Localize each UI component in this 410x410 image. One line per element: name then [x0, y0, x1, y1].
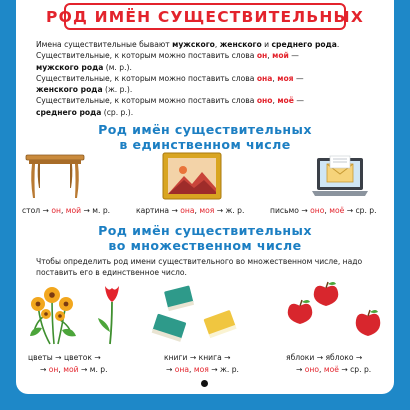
term-feminine: женского	[219, 40, 262, 49]
arrow: →	[314, 353, 326, 362]
plural-item-tsvety-gender	[40, 365, 108, 374]
pronoun: моя	[193, 365, 209, 374]
abbr-masculine: (м. р.).	[103, 62, 132, 72]
pronoun: мой	[63, 365, 79, 374]
term-masculine: мужского	[172, 40, 215, 49]
intro-text-part: —	[293, 73, 304, 83]
pronoun: он	[51, 206, 61, 215]
arrow: →	[169, 206, 181, 215]
intro-paragraph-3	[36, 73, 388, 96]
singular-word: яблоко	[325, 353, 354, 362]
pronoun: она	[174, 365, 190, 374]
plural-item-tsvety	[28, 353, 101, 362]
separator: ,	[60, 206, 66, 215]
intro-text-part: Существительные, к которым можно поставить слова	[36, 51, 257, 61]
arrow: →	[91, 353, 101, 362]
plural-title-line-2: во множественном числе	[108, 237, 302, 253]
gender: м. р.	[89, 365, 108, 374]
arrow: →	[298, 206, 311, 215]
singular-item-stol	[22, 206, 110, 215]
word: письмо	[270, 206, 299, 215]
page-indicator-dot	[201, 380, 208, 387]
intro-paragraph-4	[36, 95, 388, 118]
arrow: →	[81, 206, 93, 215]
intro-text-part: —	[288, 51, 299, 61]
intro-text-part: ,	[272, 96, 278, 106]
gender: ж. р.	[225, 206, 245, 215]
pronoun-ona: она	[256, 73, 273, 83]
singular-item-pismo	[270, 206, 377, 215]
abbr-feminine: (ж. р.).	[102, 85, 133, 95]
abbr-neuter: (ср. р.).	[101, 107, 134, 117]
arrow: →	[166, 365, 175, 374]
intro-paragraph-1	[36, 39, 388, 50]
intro-text-part: ,	[272, 73, 278, 83]
separator: ,	[58, 365, 64, 374]
plural-item-yabloki-gender	[296, 365, 371, 374]
arrow: →	[344, 206, 356, 215]
singular-title-line-1: Род имён существительных	[98, 122, 312, 137]
arrow: →	[214, 206, 226, 215]
table-icon	[24, 152, 86, 200]
pronoun: мой	[65, 206, 82, 215]
separator: ,	[194, 206, 200, 215]
intro-text	[36, 39, 388, 118]
singular-word: цветок	[63, 353, 92, 362]
arrow: →	[187, 353, 199, 362]
arrow: →	[353, 353, 363, 362]
gender: м. р.	[92, 206, 111, 215]
intro-text-part: Существительные, к которым можно поставить слова	[36, 73, 257, 83]
term-neuter: среднего рода	[271, 40, 337, 49]
pronoun: оно	[304, 365, 320, 374]
pronoun-ono: оно	[256, 96, 273, 106]
pronoun-moy: мой	[272, 51, 289, 61]
singular-item-kartina	[136, 206, 244, 215]
intro-text-part: —	[293, 96, 304, 106]
gender: ж. р.	[220, 365, 239, 374]
intro-text-part: ,	[267, 51, 273, 61]
plural-description: Чтобы определить род имени существительного во множественном числе, надо поставить его в единственное число.	[36, 257, 363, 277]
arrow: →	[208, 365, 221, 374]
intro-text-part: Существительные, к которым можно поставить слова	[36, 96, 257, 106]
page-title	[46, 3, 364, 30]
gender: ср. р.	[355, 206, 377, 215]
laptop-letter-icon	[308, 152, 372, 200]
term-neuter-gender: среднего рода	[36, 107, 102, 117]
pronoun: он	[48, 365, 59, 374]
arrow: →	[40, 206, 52, 215]
plural-word: книги	[164, 353, 188, 362]
separator: ,	[189, 365, 194, 374]
apples-icon	[268, 280, 388, 346]
pronoun: моя	[199, 206, 215, 215]
word: стол	[22, 206, 41, 215]
pronoun: моё	[323, 365, 339, 374]
arrow: →	[296, 365, 305, 374]
gender: ср. р.	[350, 365, 372, 374]
pronoun: моё	[329, 206, 345, 215]
pronoun-on: он	[256, 51, 268, 61]
pronoun-moyo: моё	[277, 96, 294, 106]
arrow: →	[221, 353, 231, 362]
term-feminine-gender: женского рода	[36, 85, 103, 95]
term-masculine-gender: мужского рода	[36, 62, 104, 72]
painting-icon	[162, 152, 222, 200]
singular-section-title	[16, 123, 394, 152]
plural-item-knigi	[164, 353, 231, 362]
arrow: →	[338, 365, 351, 374]
pronoun: оно	[310, 206, 325, 215]
page-title-text: РОД ИМЁН СУЩЕСТВИТЕЛЬНЫХ	[46, 7, 364, 26]
plural-item-yabloki	[286, 353, 362, 362]
pronoun-moya: моя	[277, 73, 294, 83]
separator: ,	[319, 365, 324, 374]
singular-word: книга	[198, 353, 222, 362]
intro-text-part: ,	[214, 40, 220, 49]
intro-paragraph-2	[36, 50, 388, 73]
plural-title-line-1: Род имён существительных	[98, 223, 312, 238]
plural-word: яблоки	[286, 353, 315, 362]
books-icon	[136, 284, 256, 348]
pronoun: она	[180, 206, 195, 215]
poster-page	[16, 0, 394, 394]
arrow: →	[40, 365, 49, 374]
intro-text-part: .	[336, 40, 340, 49]
plural-word: цветы	[28, 353, 53, 362]
separator: ,	[324, 206, 330, 215]
flowers-icon	[22, 282, 126, 346]
word: картина	[136, 206, 170, 215]
intro-text-part: и	[261, 40, 272, 49]
intro-text-part: Имена существительные бывают	[36, 40, 173, 49]
plural-item-knigi-gender	[166, 365, 239, 374]
singular-title-line-2: в единственном числе	[119, 136, 291, 152]
arrow: →	[52, 353, 64, 362]
arrow: →	[78, 365, 90, 374]
plural-section-title	[16, 224, 394, 253]
